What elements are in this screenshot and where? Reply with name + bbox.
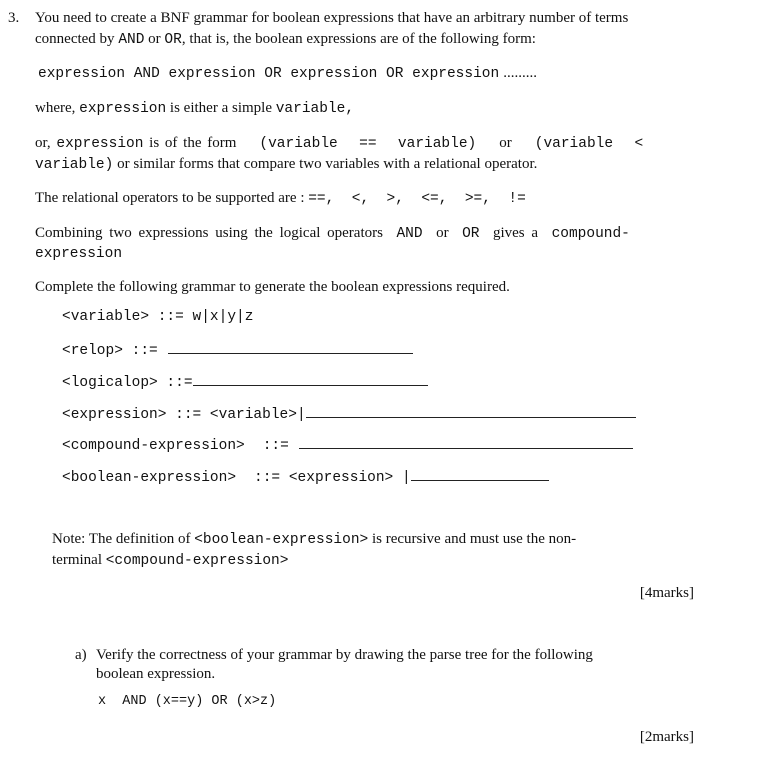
and-keyword: AND bbox=[118, 32, 145, 48]
combine-or-word: or bbox=[436, 225, 449, 241]
where-variable: variable, bbox=[275, 101, 355, 117]
form-one: (variable == variable) bbox=[259, 136, 477, 152]
marks-two: [2marks] bbox=[639, 729, 694, 745]
combine-or: OR bbox=[462, 226, 480, 242]
relop-list: ==, <, >, <=, >=, != bbox=[308, 191, 526, 207]
where-label: where, bbox=[35, 100, 76, 116]
or-form-text: is of the form bbox=[149, 135, 237, 151]
form-two-end: variable) bbox=[35, 157, 114, 173]
logicalop-blank[interactable] bbox=[193, 371, 428, 386]
note-label: Note: The definition of bbox=[52, 531, 191, 547]
note-nonterminal-2: <compound-expression> bbox=[105, 553, 289, 569]
intro-post: , that is, the boolean expressions are of the following form: bbox=[181, 31, 536, 47]
grammar-boolean-rule bbox=[62, 466, 549, 488]
expression-blank[interactable] bbox=[306, 403, 636, 418]
grammar-relop-rule bbox=[62, 339, 413, 361]
note-nonterminal-1: <boolean-expression> bbox=[194, 532, 369, 548]
compound-rule-op: ::= bbox=[262, 438, 289, 454]
note-line-1 bbox=[52, 529, 576, 550]
combine-text-1: Combining two expressions using the logical operators bbox=[35, 225, 383, 241]
grammar-logicalop-rule bbox=[62, 371, 428, 393]
or-keyword: OR bbox=[164, 32, 182, 48]
or-word: or bbox=[148, 31, 161, 47]
relop-line bbox=[35, 188, 526, 209]
boolean-rule-rhs: ::= <expression> | bbox=[254, 470, 411, 486]
where-expression: expression bbox=[79, 101, 167, 117]
part-a-line-2: boolean expression. bbox=[96, 666, 216, 682]
note-text-2: terminal bbox=[52, 552, 102, 568]
boolean-rule-lhs: <boolean-expression> bbox=[62, 470, 237, 486]
relop-rule-text: <relop> ::= bbox=[62, 343, 158, 359]
where-text: is either a simple bbox=[169, 100, 272, 116]
part-a-label: a) bbox=[75, 647, 87, 663]
intro-pre: connected by bbox=[35, 31, 115, 47]
intro-line-1: You need to create a BNF grammar for boolean expressions that have an arbitrary number of terms bbox=[35, 10, 629, 26]
or-label: or, bbox=[35, 135, 51, 151]
compound-term-line-2: expression bbox=[35, 246, 123, 262]
compound-term: compound- bbox=[551, 226, 630, 242]
boolean-blank[interactable] bbox=[411, 466, 549, 481]
grammar-compound-rule bbox=[62, 434, 633, 456]
logicalop-rule-text: <logicalop> ::= bbox=[62, 375, 193, 391]
grammar-variable-rule: <variable> ::= w|x|y|z bbox=[62, 309, 254, 325]
combine-line bbox=[35, 223, 630, 244]
note-text: is recursive and must use the non- bbox=[371, 531, 577, 547]
compound-blank[interactable] bbox=[299, 434, 633, 449]
form-or: or bbox=[499, 135, 512, 151]
note-line-2 bbox=[52, 550, 288, 571]
or-expression: expression bbox=[56, 136, 144, 152]
combine-text-2: gives a bbox=[492, 225, 539, 241]
intro-line-2 bbox=[35, 29, 536, 50]
forms-text: or similar forms that compare two variables with a relational operator. bbox=[117, 156, 538, 172]
form-example-text: expression AND expression OR expression OR expression bbox=[38, 66, 500, 82]
compound-rule-lhs: <compound-expression> bbox=[62, 438, 245, 454]
expression-rule-text: <expression> ::= <variable>| bbox=[62, 407, 306, 423]
or-form-line bbox=[35, 133, 643, 154]
question-number: 3. bbox=[8, 10, 20, 26]
marks-four: [4marks] bbox=[639, 585, 694, 601]
forms-line-2 bbox=[35, 154, 537, 175]
combine-and: AND bbox=[396, 226, 423, 242]
part-a-expression: x AND (x==y) OR (x>z) bbox=[98, 694, 277, 709]
complete-instruction: Complete the following grammar to generate the boolean expressions required. bbox=[35, 279, 510, 295]
form-example bbox=[38, 63, 537, 84]
part-a-line-1: Verify the correctness of your grammar by drawing the parse tree for the following bbox=[96, 647, 593, 663]
where-line bbox=[35, 98, 354, 119]
grammar-expression-rule bbox=[62, 403, 636, 425]
form-two-start: (variable < bbox=[534, 136, 644, 152]
relop-text: The relational operators to be supported are : bbox=[35, 190, 305, 206]
form-dots: ......... bbox=[503, 65, 537, 81]
relop-blank[interactable] bbox=[168, 339, 413, 354]
